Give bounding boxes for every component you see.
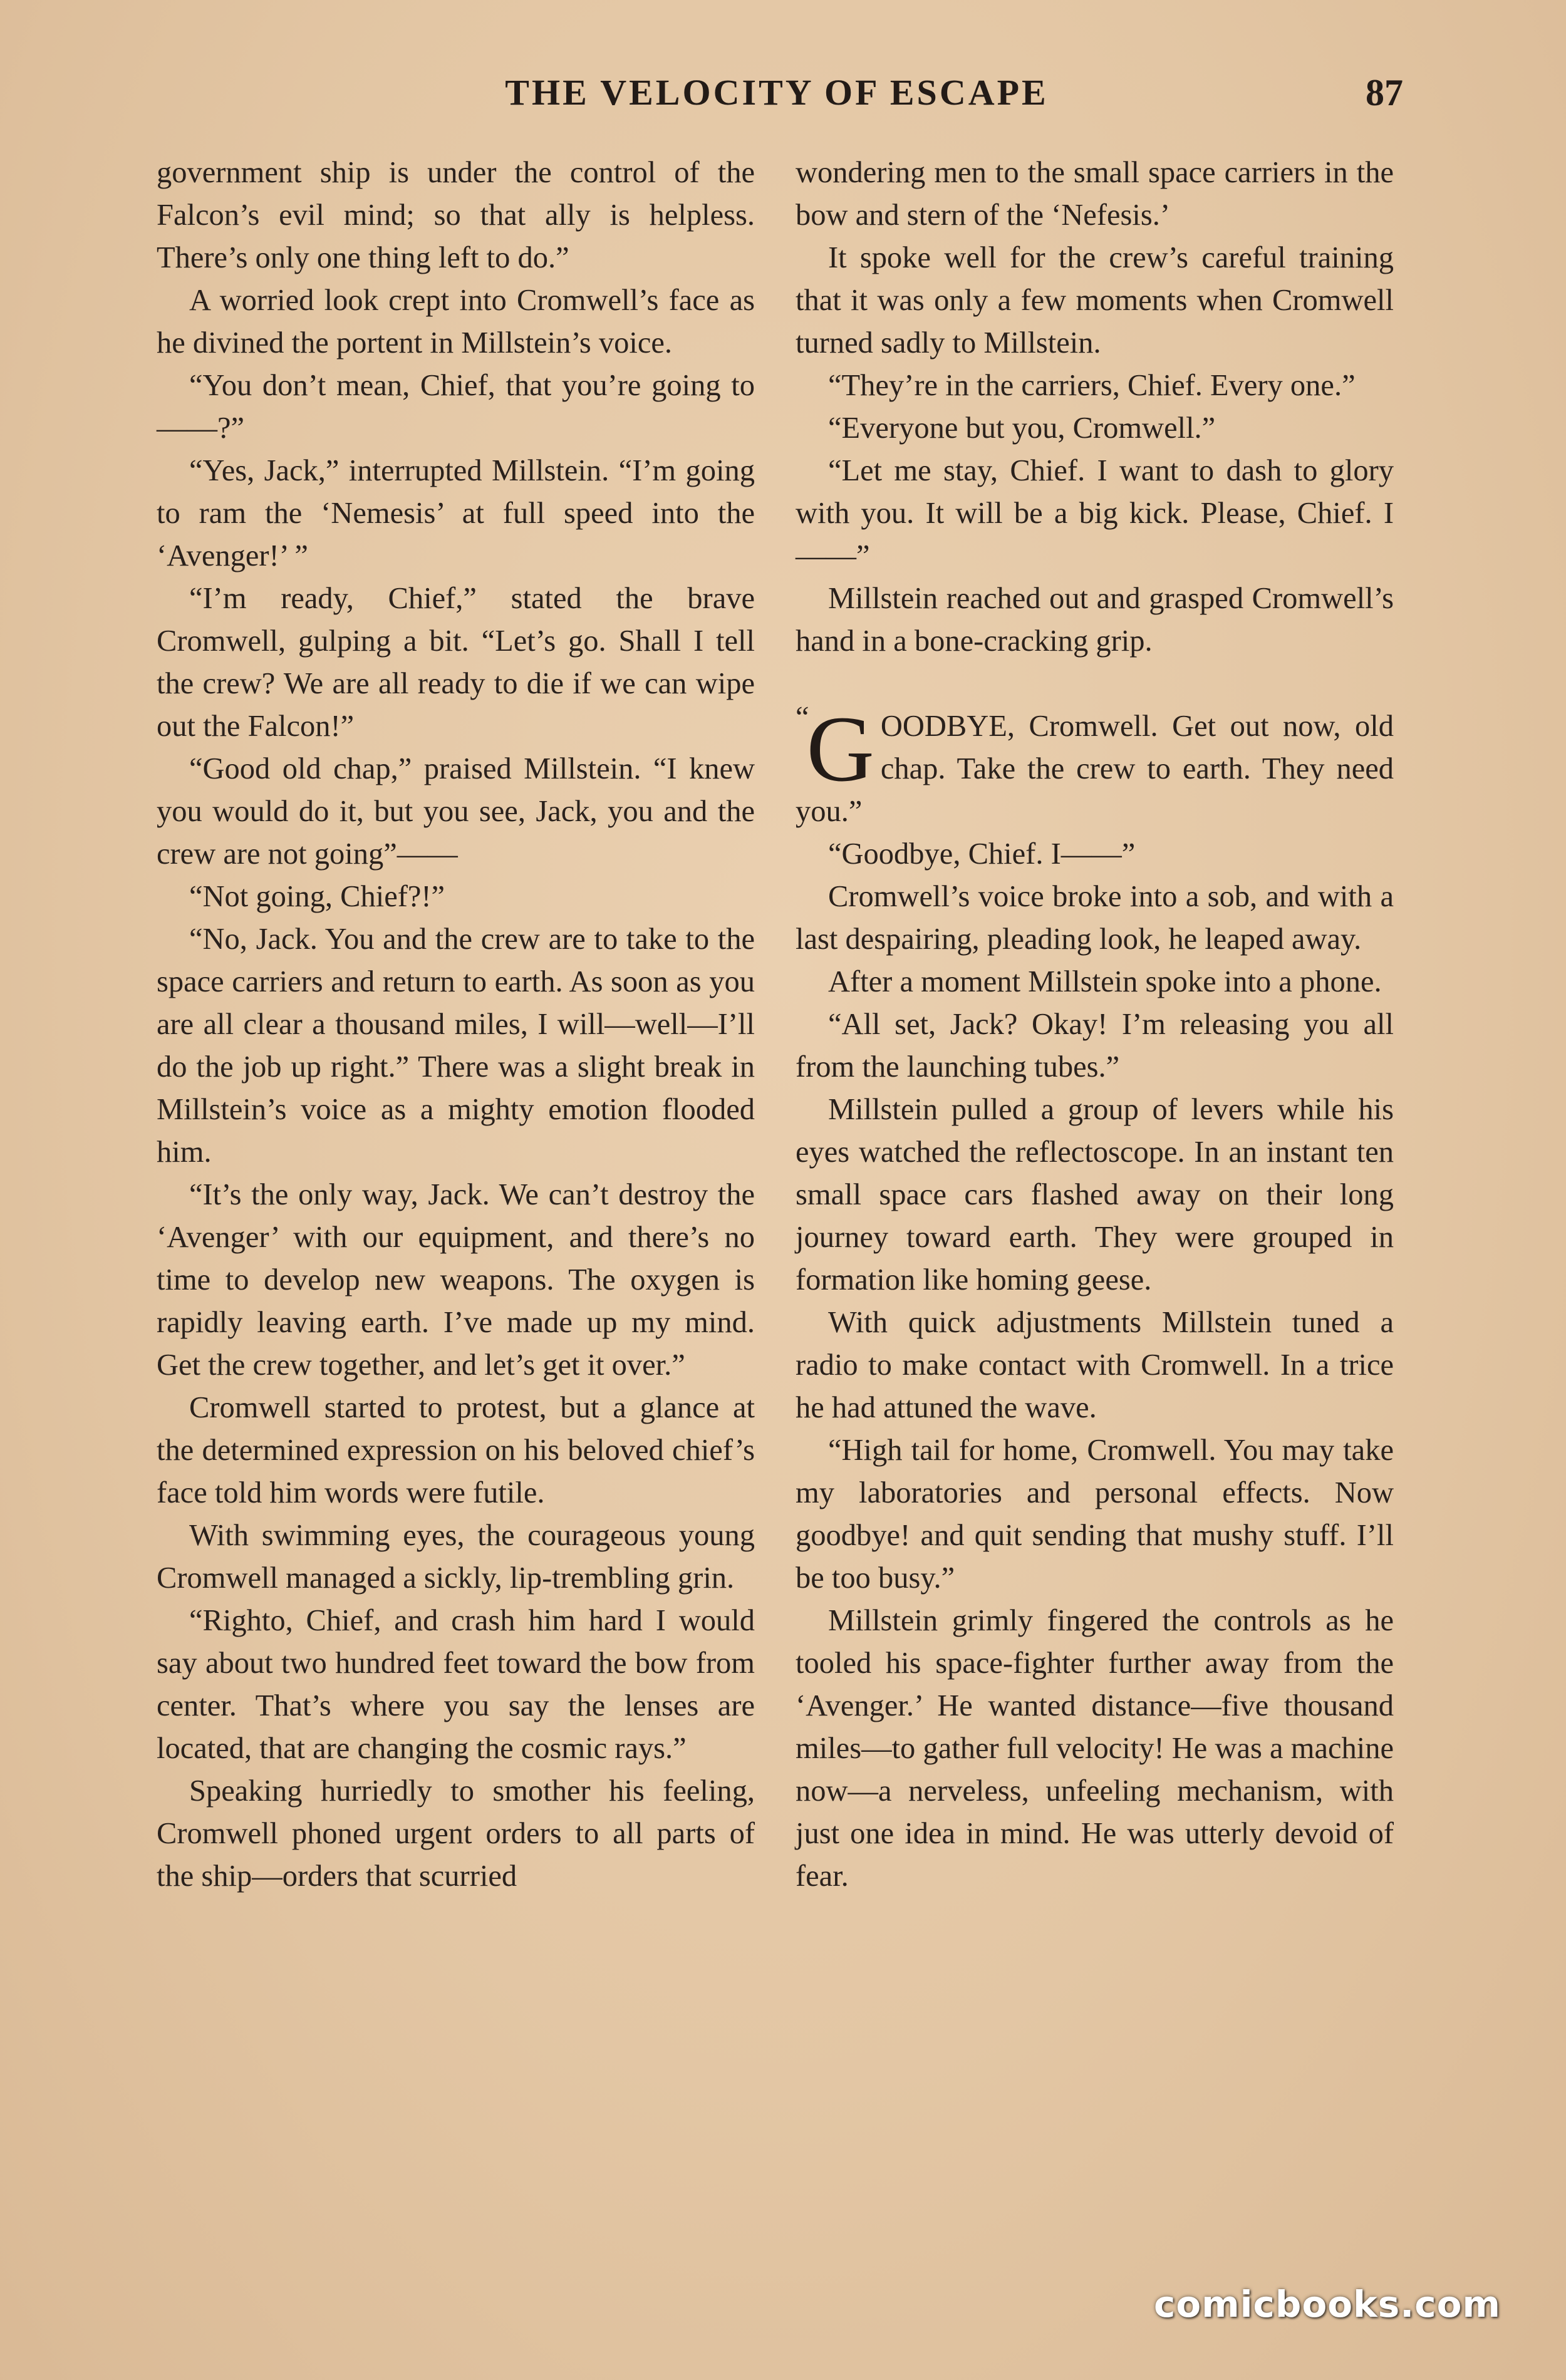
watermark-text: comicbooks.com [1154,2283,1501,2326]
paragraph: It spoke well for the crew’s careful training that it was only a few moments when Cromwell turned sadly to Millstein. [796,241,1394,360]
paragraph: Millstein pulled a group of levers while his eyes watched the reflectoscope. In an instant ten small space cars flashed away on their long journey toward earth. They were grouped in formation like homing geese. [796,1093,1394,1296]
paragraph: “All set, Jack? Okay! I’m releasing you all from the launching tubes.” [796,1008,1394,1084]
paragraph: “Not going, Chief?!” [189,880,445,913]
paragraph: “Let me stay, Chief. I want to dash to glory with you. It will be a big kick. Please, Chief. I——” [796,454,1394,572]
paragraph: With quick adjustments Millstein tuned a radio to make contact with Cromwell. In a trice he had attuned the wave. [796,1306,1394,1424]
opening-quote: “ [796,701,809,734]
left-column [157,152,755,1898]
paragraph: wondering men to the small space carriers in the bow and stern of the ‘Nefesis.’ [796,156,1394,232]
paragraph: After a moment Millstein spoke into a phone. [828,965,1382,998]
page-number: 87 [1366,72,1403,113]
paragraph: “Good old chap,” praised Millstein. “I knew you would do it, but you see, Jack, you and the crew are not going”—— [157,752,755,871]
paragraph: Cromwell’s voice broke into a sob, and with a last despairing, pleading look, he leaped away. [796,880,1394,956]
paragraph: With swimming eyes, the courageous young Cromwell managed a sickly, lip-trembling grin. [157,1519,755,1595]
paragraph: “Everyone but you, Cromwell.” [828,411,1216,445]
right-column [796,152,1394,1898]
drop-cap: G [806,697,874,801]
paragraph: “Goodbye, Chief. I——” [828,837,1136,871]
paragraph: A worried look crept into Cromwell’s face as he divined the portent in Millstein’s voice. [157,284,755,360]
paragraph: “It’s the only way, Jack. We can’t destroy the ‘Avenger’ with our equipment, and there’s no time to develop new weapons. The oxygen is rapidly leaving earth. I’ve made up my mind. Get the crew together, and let’s get it over.” [157,1178,755,1382]
running-title: THE VELOCITY OF ESCAPE [505,72,1049,113]
section-opening-paragraph [796,697,1394,833]
paragraph: Cromwell started to protest, but a glance at the determined expression on his beloved chief’s face told him words were futile. [157,1391,755,1509]
paragraph-text: OODBYE, Cromwell. Get out now, old chap. Take the crew to earth. They need you.” [796,710,1394,828]
paragraph: Millstein reached out and grasped Cromwell’s hand in a bone-cracking grip. [796,582,1394,658]
page-header [157,68,1403,118]
paragraph: “Yes, Jack,” interrupted Millstein. “I’m going to ram the ‘Nemesis’ at full speed into the ‘Avenger!’ ” [157,454,755,572]
section-break [796,663,1394,705]
paragraph: “I’m ready, Chief,” stated the brave Cromwell, gulping a bit. “Let’s go. Shall I tell the crew? We are all ready to die if we can wipe out the Falcon!” [157,582,755,743]
paragraph: “They’re in the carriers, Chief. Every one.” [828,369,1356,402]
paragraph: “High tail for home, Cromwell. You may take my laboratories and personal effects. Now goodbye! and quit sending that mushy stuff. I’ll be too busy.” [796,1434,1394,1595]
paragraph: “Righto, Chief, and crash him hard I would say about two hundred feet toward the bow from center. That’s where you say the lenses are located, that are changing the cosmic rays.” [157,1604,755,1765]
paragraph: “You don’t mean, Chief, that you’re going to——?” [157,369,755,445]
paragraph: Speaking hurriedly to smother his feeling, Cromwell phoned urgent orders to all parts of the ship—orders that scurried [157,1774,755,1893]
paragraph: Millstein grimly fingered the controls as he tooled his space-fighter further away from the ‘Avenger.’ He wanted distance—five thousand miles—to gather full velocity! He was a machine now—a nerveless, unfeeling mechanism, with just one idea in mind. He was utterly devoid of fear. [796,1604,1394,1893]
paragraph: government ship is under the control of the Falcon’s evil mind; so that ally is helpless. There’s only one thing left to do.” [157,156,755,274]
paragraph: “No, Jack. You and the crew are to take to the space carriers and return to earth. As soon as you are all clear a thousand miles, I will—well—I’ll do the job up right.” There was a slight break in Millstein’s voice as a mighty emotion flooded him. [157,923,755,1169]
